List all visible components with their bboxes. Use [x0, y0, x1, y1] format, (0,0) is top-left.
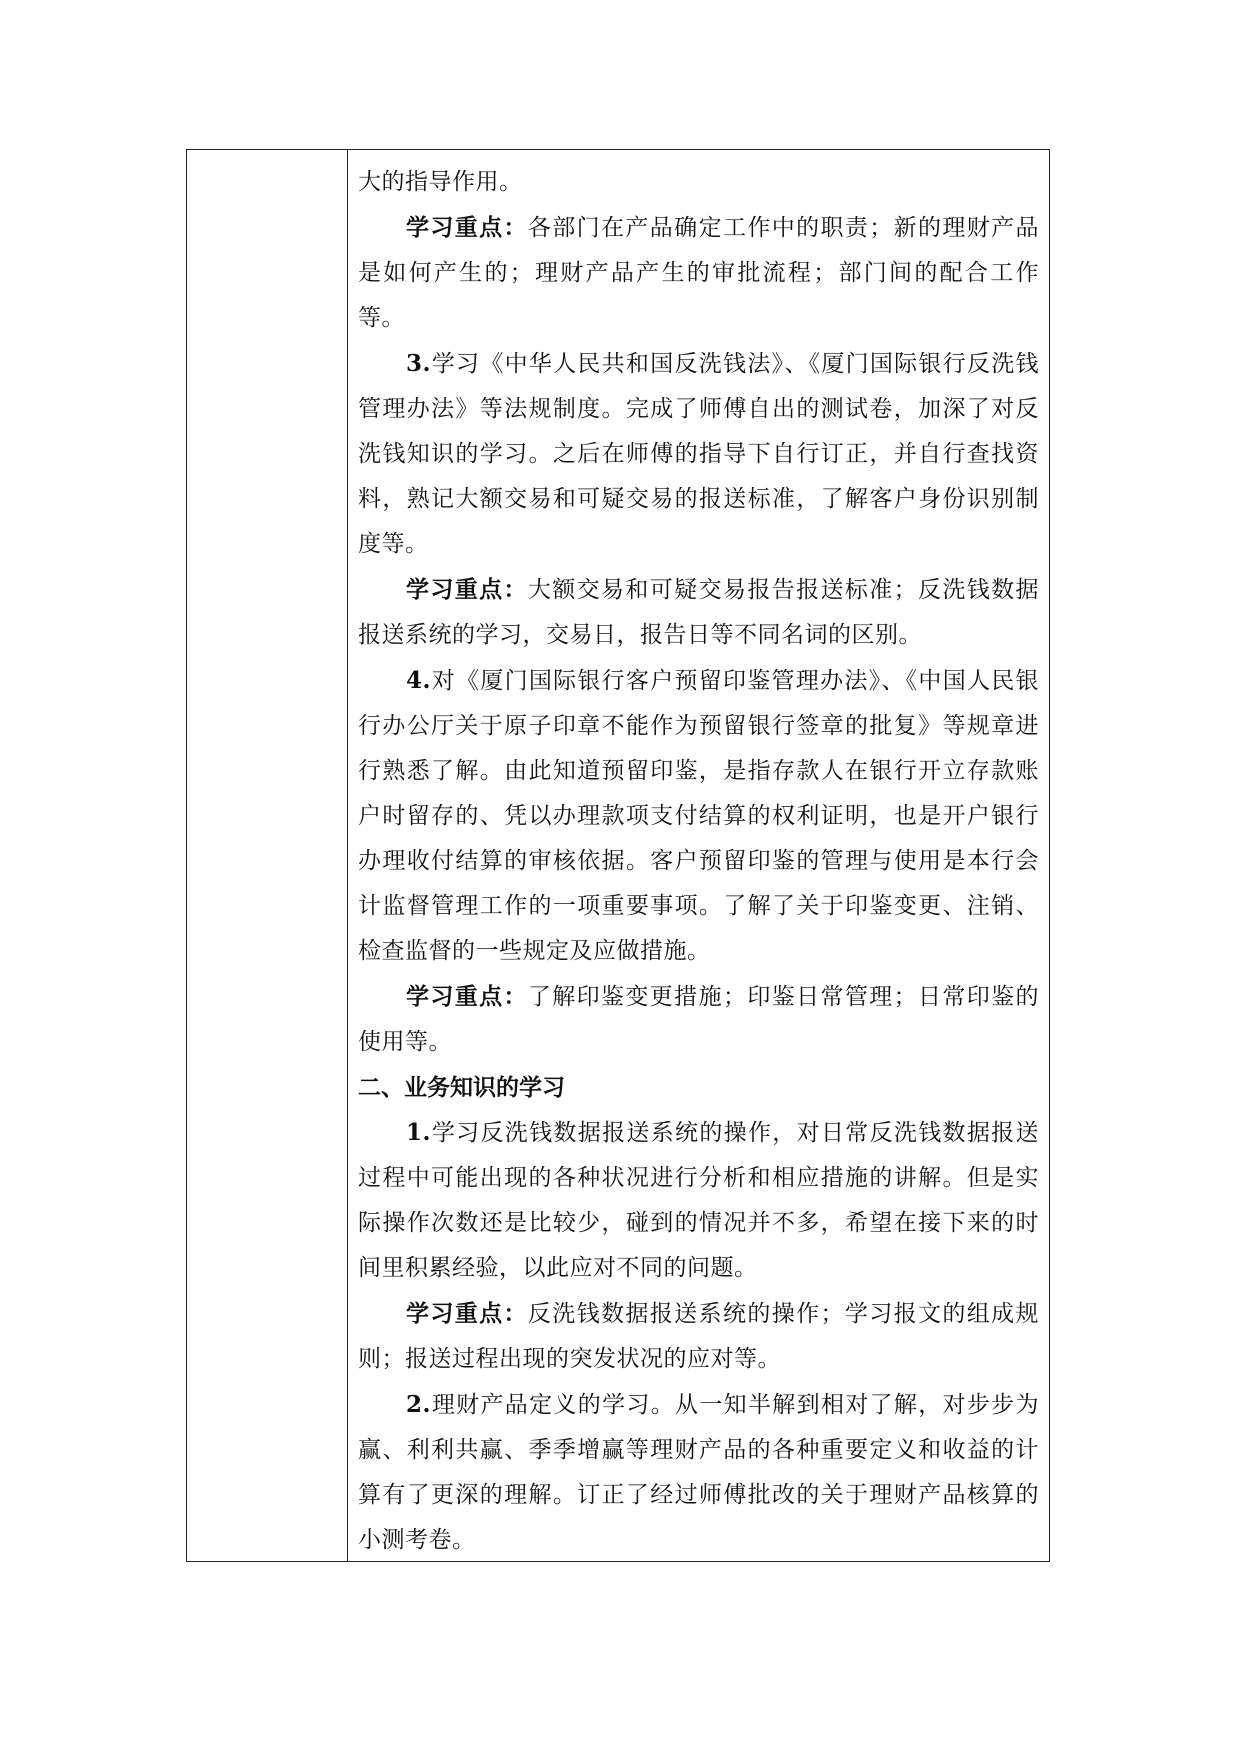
key-points-label: 学习重点：: [406, 983, 528, 1010]
section-heading: 二、业务知识的学习: [358, 1074, 565, 1101]
item-number: 2.: [406, 1391, 432, 1418]
paragraph: 大的指导作用。: [358, 169, 523, 195]
paragraph: 学习重点：了解印鉴变更措施；印鉴日常管理；日常印鉴的使用等。: [358, 983, 1040, 1055]
key-points-label: 学习重点：: [406, 214, 528, 241]
paragraph: 1.学习反洗钱数据报送系统的操作，对日常反洗钱数据报送过程中可能出现的各种状况进行分析和相应措施的讲解。但是实际操作次数还是比较少，碰到的情况并不多，希望在接下来的时间里积累经验，以此应对不同的问题。: [358, 1119, 1039, 1281]
paragraph: 学习重点：大额交易和可疑交易报告报送标准；反洗钱数据报送系统的学习，交易日，报告日等不同名词的区别。: [358, 576, 1040, 648]
item-number: 1.: [406, 1119, 432, 1146]
content-table: [186, 149, 1050, 1562]
key-points-label: 学习重点：: [406, 1300, 528, 1327]
item-number: 4.: [406, 667, 432, 694]
item-number: 3.: [406, 350, 432, 377]
key-points-label: 学习重点：: [406, 576, 528, 603]
paragraph: 4.对《厦门国际银行客户预留印鉴管理办法》、《中国人民银行办公厅关于原子印章不能作为预留银行签章的批复》等规章进行熟悉了解。由此知道预留印鉴，是指存款人在银行开立存款账户时留存的、凭以办理款项支付结算的权利证明，也是开户银行办理收付结算的审核依据。客户预留印鉴的管理与使用是本行会计监督管理工作的一项重要事项。了解了关于印鉴变更、注销、检查监督的一些规定及应做措施。: [358, 667, 1039, 964]
table-content-cell: [348, 150, 1049, 1561]
paragraph: 2.理财产品定义的学习。从一知半解到相对了解，对步步为赢、利利共赢、季季增赢等理财产品的各种重要定义和收益的计算有了更深的理解。订正了经过师傅批改的关于理财产品核算的小测考卷。: [358, 1391, 1039, 1553]
table-label-cell: [187, 150, 348, 1561]
paragraph: 学习重点：各部门在产品确定工作中的职责；新的理财产品是如何产生的；理财产品产生的审批流程；部门间的配合工作等。: [358, 214, 1040, 331]
paragraph: 学习重点：反洗钱数据报送系统的操作；学习报文的组成规则；报送过程出现的突发状况的应对等。: [358, 1300, 1040, 1372]
paragraph: 3.学习《中华人民共和国反洗钱法》、《厦门国际银行反洗钱管理办法》等法规制度。完成了师傅自出的测试卷，加深了对反洗钱知识的学习。之后在师傅的指导下自行订正，并自行查找资料，熟记大额交易和可疑交易的报送标准，了解客户身份识别制度等。: [358, 350, 1039, 557]
